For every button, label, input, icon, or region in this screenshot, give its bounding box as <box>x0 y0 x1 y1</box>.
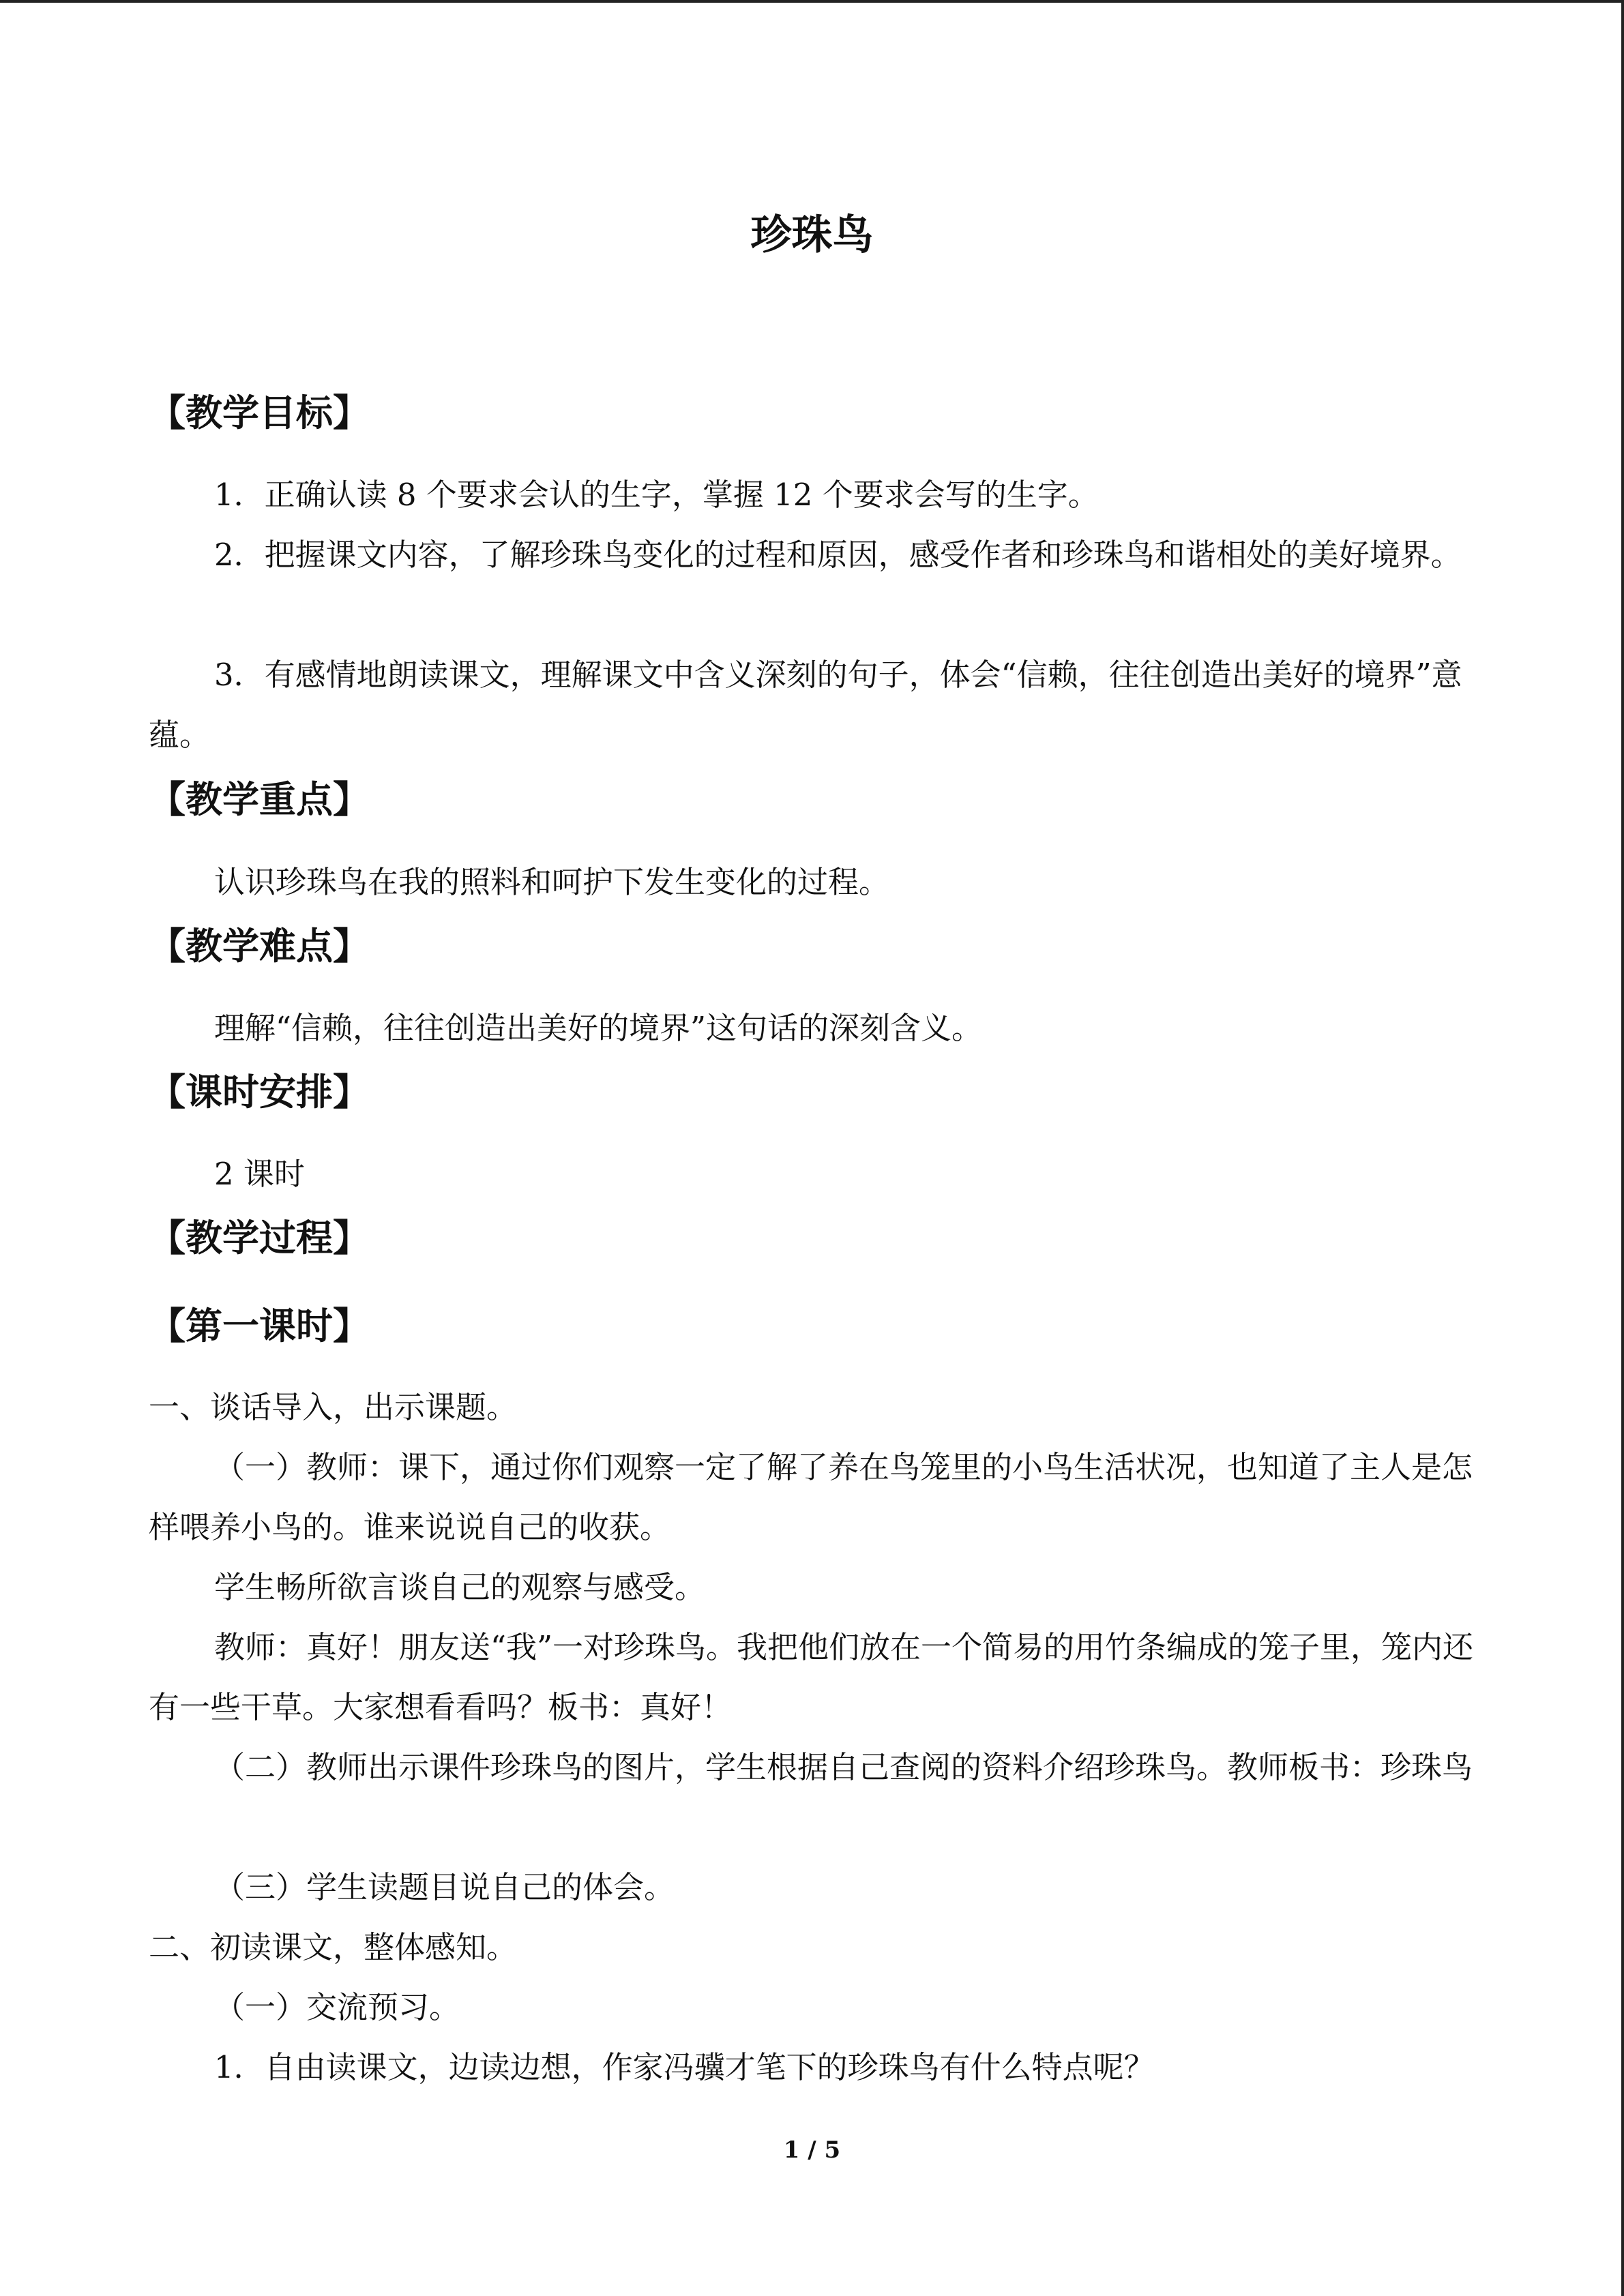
lesson1-para-preview: （一）交流预习。 <box>214 1989 460 2025</box>
goal-item-3: 3．有感情地朗读课文，理解课文中含义深刻的句子，体会“信赖，往往创造出美好的境界”意蕴。 <box>149 657 1462 753</box>
lesson1-para-teacher-intro: （一）教师：课下，通过你们观察一定了解了养在鸟笼里的小鸟生活状况，也知道了主人是怎样喂养小鸟的。谁来说说自己的收获。 <box>149 1449 1473 1545</box>
heading-teaching-focus: 【教学重点】 <box>149 778 370 821</box>
heading-teaching-difficulty: 【教学难点】 <box>149 925 370 968</box>
page-border-right <box>1621 0 1624 2296</box>
lesson1-step-2: 二、初读课文，整体感知。 <box>149 1929 518 1965</box>
lesson1-para-students-share: 学生畅所欲言谈自己的观察与感受。 <box>214 1569 706 1605</box>
lesson1-step-1: 一、谈话导入，出示课题。 <box>149 1389 518 1425</box>
lesson1-para-read-title: （三）学生读题目说自己的体会。 <box>214 1869 675 1905</box>
goal-item-1: 1．正确认读 8 个要求会认的生字，掌握 12 个要求会写的生字。 <box>214 477 1099 513</box>
lesson1-para-courseware: （二）教师出示课件珍珠鸟的图片，学生根据自己查阅的资料介绍珍珠鸟。教师板书：珍珠鸟 <box>214 1749 1473 1785</box>
heading-teaching-process: 【教学过程】 <box>149 1217 370 1259</box>
lesson1-para-free-read: 1．自由读课文，边读边想，作家冯骥才笔下的珍珠鸟有什么特点呢？ <box>214 2049 1155 2085</box>
goal-item-2: 2．把握课文内容，了解珍珠鸟变化的过程和原因，感受作者和珍珠鸟和谐相处的美好境界。 <box>214 537 1462 573</box>
heading-teaching-goals: 【教学目标】 <box>149 391 370 434</box>
lesson1-para-teacher-birds: 教师：真好！朋友送“我”一对珍珠鸟。我把他们放在一个简易的用竹条编成的笼子里，笼内还有一些干草。大家想看看吗？板书：真好！ <box>149 1629 1474 1725</box>
document-title: 珍珠鸟 <box>750 211 874 259</box>
heading-first-lesson: 【第一课时】 <box>149 1304 370 1347</box>
heading-class-schedule: 【课时安排】 <box>149 1071 370 1114</box>
focus-text: 认识珍珠鸟在我的照料和呵护下发生变化的过程。 <box>214 864 890 900</box>
schedule-text: 2 课时 <box>214 1156 305 1192</box>
page-number: 1 / 5 <box>783 2136 841 2164</box>
difficulty-text: 理解“信赖，往往创造出美好的境界”这句话的深刻含义。 <box>214 1010 983 1046</box>
page-border-top <box>0 0 1624 3</box>
